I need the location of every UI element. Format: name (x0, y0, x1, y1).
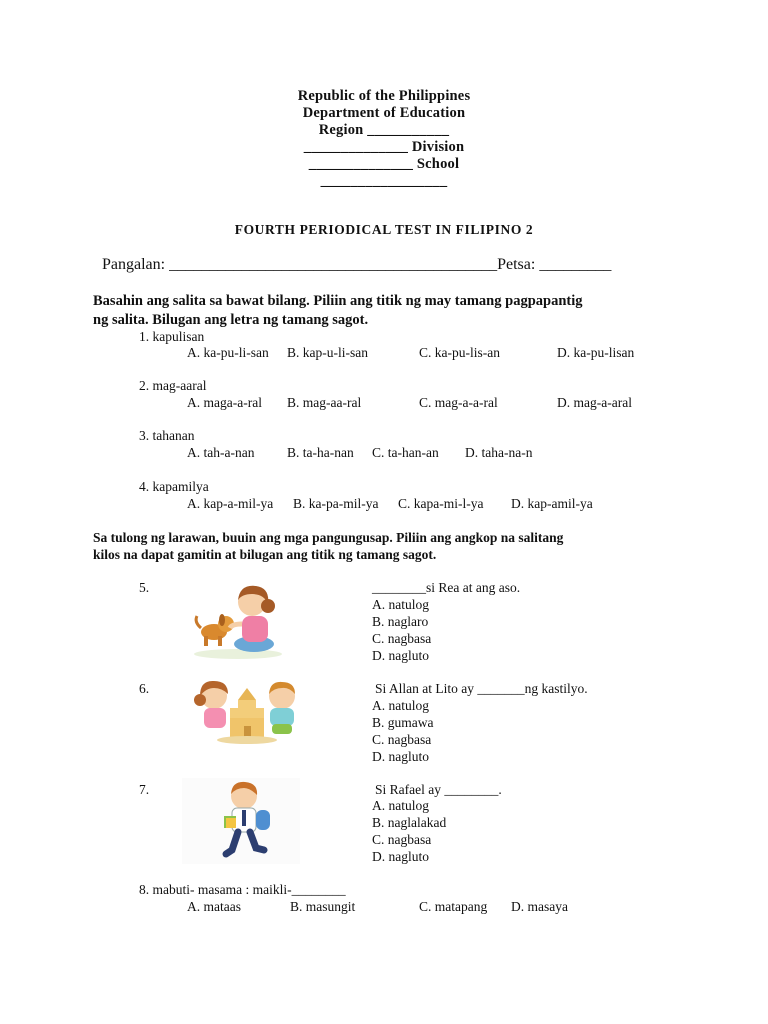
question-1-prompt: 1. kapulisan (139, 329, 205, 344)
header-department: Department of Education (302, 105, 466, 121)
question-5-option-a: A. natulog (372, 597, 429, 612)
question-7-sentence: Si Rafael ay ________. (375, 782, 502, 797)
question-1-option-b: B. kap-u-li-san (287, 345, 368, 360)
question-6-sentence: Si Allan at Lito ay _______ng kastilyo. (375, 681, 588, 696)
question-4-option-b: B. ka-pa-mil-ya (293, 496, 379, 511)
question-1-option-c: C. ka-pu-lis-an (419, 345, 500, 360)
header-school: ______________ School (308, 156, 460, 172)
question-8-option-b: B. masungit (290, 899, 356, 914)
question-3-prompt: 3. tahanan (139, 428, 195, 443)
question-7-number: 7. (139, 782, 150, 797)
question-2-option-d: D. mag-a-aral (557, 395, 632, 410)
question-6-option-c: C. nagbasa (372, 732, 432, 747)
question-1-option-d: D. ka-pu-lisan (557, 345, 635, 360)
question-4-option-d: D. kap-amil-ya (511, 496, 593, 511)
section1-instructions-line2: ng salita. Bilugan ang letra ng tamang sagot. (93, 312, 369, 328)
header-division: ______________ Division (303, 139, 465, 155)
kids-building-sandcastle-picture (192, 676, 302, 744)
question-5-number: 5. (139, 580, 150, 595)
question-3-option-c: C. ta-han-an (372, 445, 439, 460)
question-8-option-c: C. matapang (419, 899, 488, 914)
question-7-option-d: D. nagluto (372, 849, 429, 864)
section1-instructions-line1: Basahin ang salita sa bawat bilang. Piliin ang titik ng may tamang pagpapantig (93, 293, 583, 309)
question-8-option-a: A. mataas (187, 899, 241, 914)
question-4-prompt: 4. kapamilya (139, 479, 209, 494)
question-2-option-b: B. mag-aa-ral (287, 395, 362, 410)
question-1-option-a: A. ka-pu-li-san (187, 345, 269, 360)
question-3-option-a: A. tah-a-nan (187, 445, 255, 460)
question-2-option-c: C. mag-a-a-ral (419, 395, 498, 410)
girl-playing-with-dog-picture (192, 580, 284, 660)
question-4-option-a: A. kap-a-mil-ya (187, 496, 274, 511)
question-6-option-b: B. gumawa (372, 715, 434, 730)
question-7-option-a: A. natulog (372, 798, 429, 813)
question-3-option-b: B. ta-ha-nan (287, 445, 354, 460)
header-republic: Republic of the Philippines (297, 88, 471, 104)
question-5-option-b: B. naglaro (372, 614, 429, 629)
question-3-option-d: D. taha-na-n (465, 445, 533, 460)
question-4-option-c: C. kapa-mi-l-ya (398, 496, 484, 511)
name-date-row: Pangalan: _________________________________________Petsa: _________ (102, 256, 612, 273)
question-6-number: 6. (139, 681, 150, 696)
question-5-sentence: ________si Rea at ang aso. (372, 580, 521, 595)
question-7-option-b: B. naglalakad (372, 815, 447, 830)
question-5-option-c: C. nagbasa (372, 631, 432, 646)
section2-instructions-line1: Sa tulong ng larawan, buuin ang mga pangungusap. Piliin ang angkop na salitang (93, 530, 564, 545)
question-5-option-d: D. nagluto (372, 648, 429, 663)
question-2-option-a: A. maga-a-ral (187, 395, 262, 410)
question-2-prompt: 2. mag-aaral (139, 378, 207, 393)
test-title: FOURTH PERIODICAL TEST IN FILIPINO 2 (234, 222, 534, 237)
question-6-option-d: D. nagluto (372, 749, 429, 764)
boy-walking-to-school-picture (182, 778, 300, 864)
header-blank-line: _________________ (320, 173, 448, 189)
section2-instructions-line2: kilos na dapat gamitin at bilugan ang titik ng tamang sagot. (93, 547, 437, 562)
question-8-prompt: 8. mabuti- masama : maikli-________ (139, 882, 346, 897)
question-6-option-a: A. natulog (372, 698, 429, 713)
header-region: Region ___________ (318, 122, 450, 138)
question-8-option-d: D. masaya (511, 899, 568, 914)
question-7-option-c: C. nagbasa (372, 832, 432, 847)
